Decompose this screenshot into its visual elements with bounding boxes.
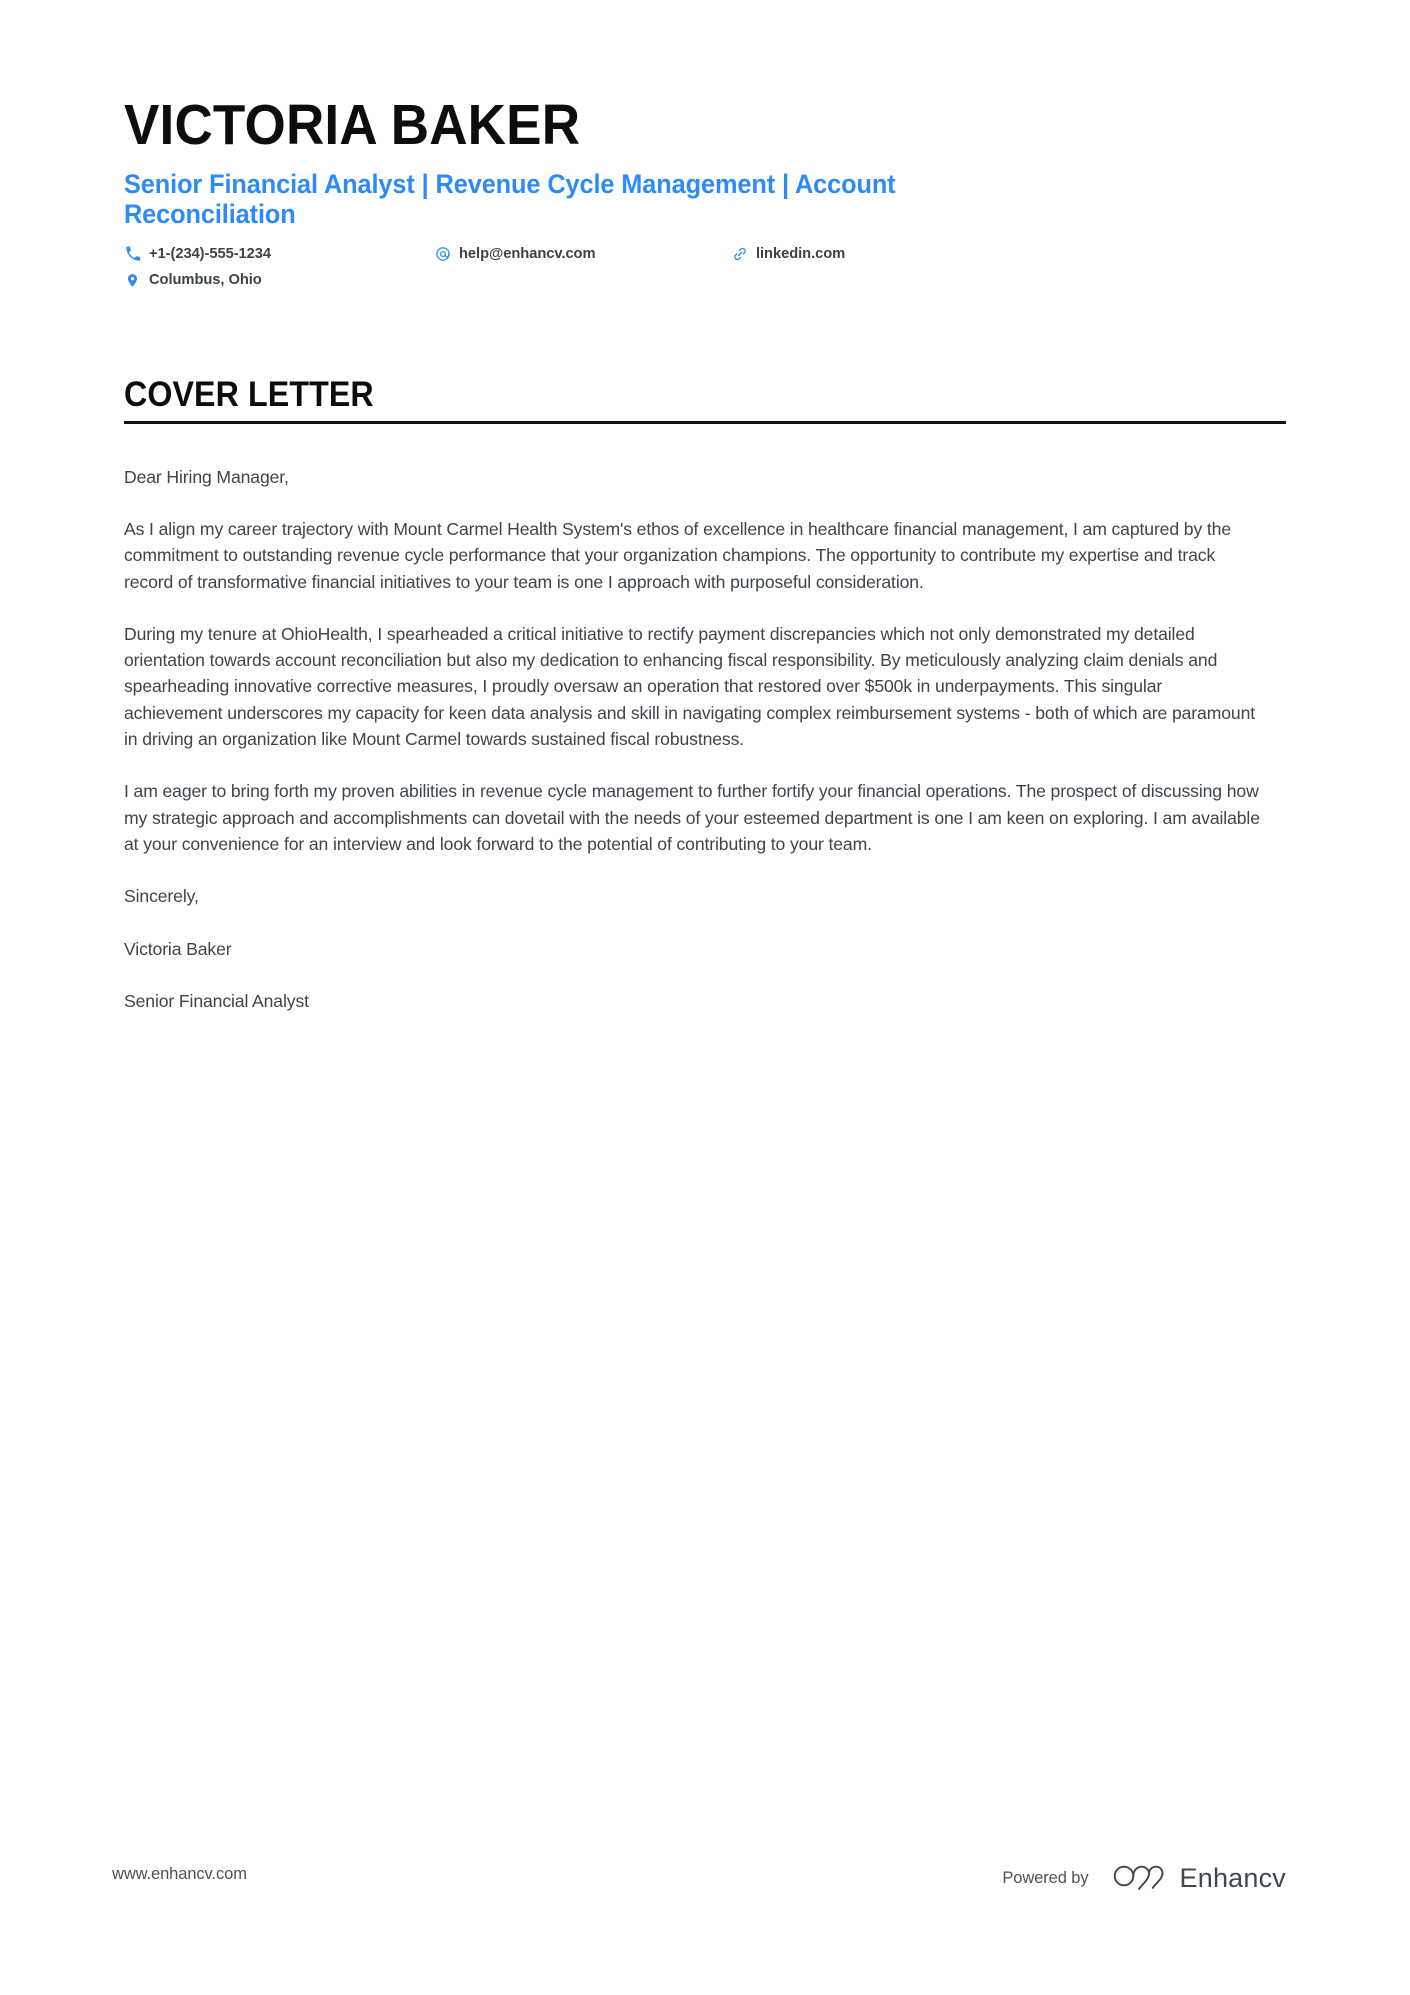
candidate-headline: Senior Financial Analyst | Revenue Cycle Management | Account Reconciliation (124, 169, 896, 230)
contact-location-label: Columbus, Ohio (149, 272, 262, 289)
contact-location (124, 272, 434, 289)
letter-paragraph-3: I am eager to bring forth my proven abilities in revenue cycle management to further fortify your financial operations. The prospect of discussing how my strategic approach and accomplishments can dovetail with the needs of your esteemed department is one I am keen on exploring. I am available at your convenience for an interview and look forward to the potential of contributing to your team. (124, 781, 1260, 854)
letter-salutation: Dear Hiring Manager, (124, 466, 289, 487)
contact-email[interactable] (434, 246, 731, 263)
powered-by-label: Powered by (1002, 1869, 1089, 1887)
contact-linkedin-label: linkedin.com (756, 246, 846, 263)
candidate-name: VICTORIA BAKER (124, 93, 581, 157)
enhancv-brand[interactable] (1111, 1861, 1286, 1896)
letter-closing: Sincerely, (124, 886, 199, 907)
contact-row-primary (124, 246, 1286, 263)
phone-icon (124, 246, 141, 263)
cover-letter-section (124, 375, 1286, 1014)
contact-phone[interactable] (124, 246, 434, 263)
signature-title: Senior Financial Analyst (124, 990, 309, 1011)
letter-paragraph-1: As I align my career trajectory with Mount Carmel Health System's ethos of excellence in healthcare financial management, I am captured by the commitment to outstanding revenue cycle performance that your organization champions. The opportunity to contribute my expertise and track record of transformative financial initiatives to your team is one I approach with purposeful consideration. (124, 518, 1231, 592)
email-at-icon (434, 246, 451, 263)
enhancv-wordmark: Enhancv (1179, 1863, 1286, 1893)
enhancv-logo-icon (1111, 1861, 1167, 1896)
contact-row-secondary (124, 272, 1286, 289)
map-pin-icon (124, 272, 141, 289)
link-icon (731, 246, 748, 263)
footer-website-link[interactable]: www.enhancv.com (112, 1865, 247, 1883)
signature-name: Victoria Baker (124, 938, 232, 959)
page-footer (0, 1857, 1410, 1917)
letter-body (124, 464, 1264, 1014)
document-header (124, 0, 1286, 289)
contact-email-label: help@enhancv.com (459, 246, 596, 263)
contact-details (124, 246, 1286, 289)
contact-linkedin[interactable] (731, 246, 845, 263)
contact-phone-label: +1-(234)-555-1234 (149, 246, 272, 263)
page-content (124, 0, 1286, 1014)
powered-by-block (1002, 1861, 1286, 1896)
letter-paragraph-2: During my tenure at OhioHealth, I spearheaded a critical initiative to rectify payment discrepancies which not only demonstrated my detailed orientation towards account reconciliation but also my dedication to enhancing fiscal responsibility. By meticulously analyzing claim denials and spearheading innovative corrective measures, I proudly oversaw an operation that restored over $500k in underpayments. This singular achievement underscores my capacity for keen data analysis and skill in navigating complex reimbursement systems - both of which are paramount in driving an organization like Mount Carmel towards sustained fiscal robustness. (124, 623, 1256, 750)
section-heading: COVER LETTER (124, 374, 374, 414)
